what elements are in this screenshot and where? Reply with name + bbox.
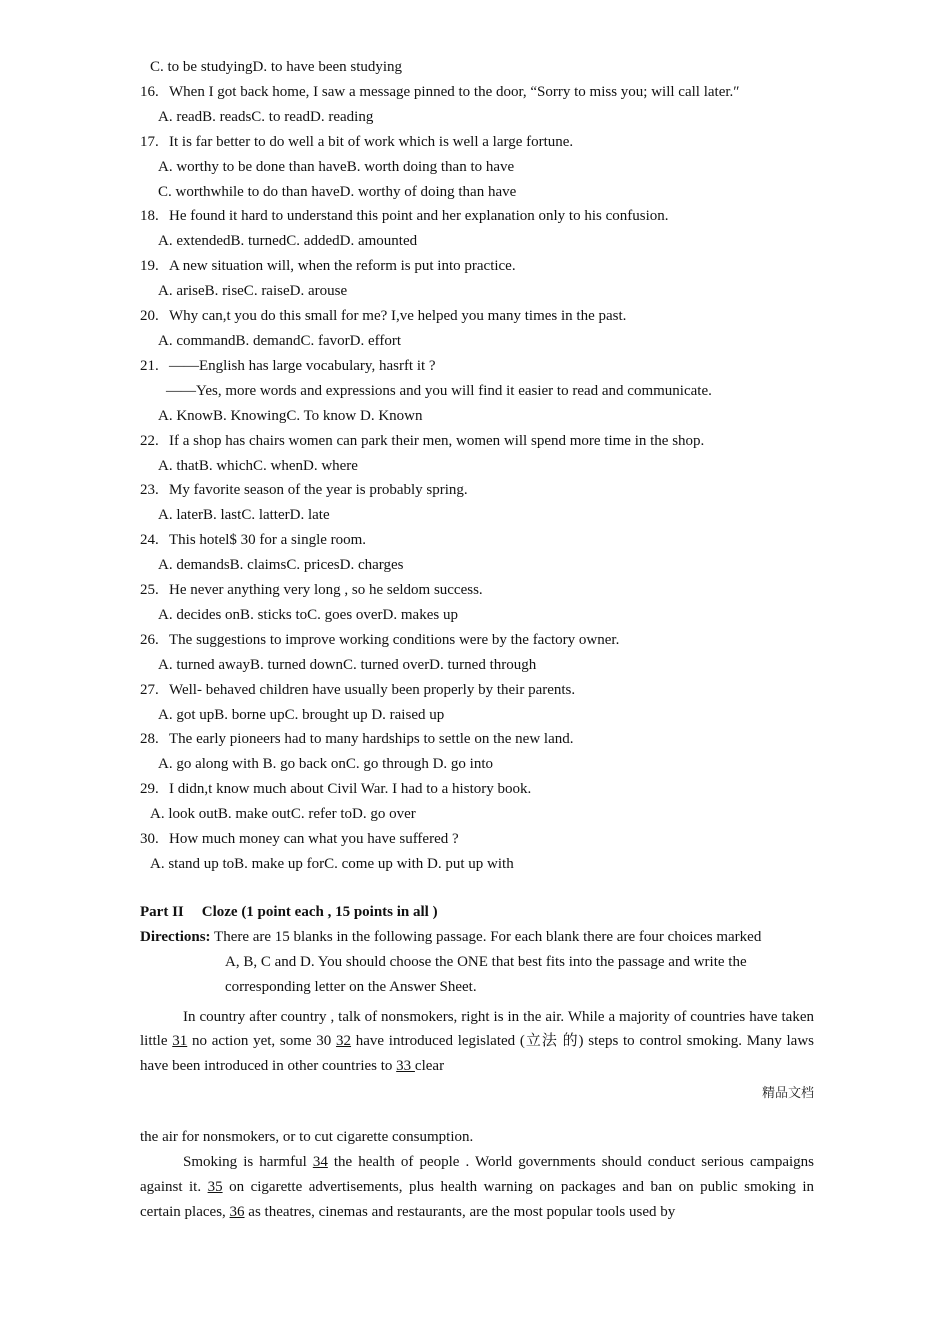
answer-options: A. commandB. demandC. favorD. effort [158, 332, 401, 349]
answer-options: A. stand up toB. make up forC. come up with D. put up with [150, 856, 514, 872]
question-text: Well- behaved children have usually been properly by their parents. [169, 681, 576, 698]
part2-subtitle: Cloze (1 point each , 15 points in all ) [201, 903, 438, 920]
question-stem [140, 478, 814, 503]
question-number: 21. [140, 357, 159, 374]
question-number: 16. [140, 83, 159, 100]
blank-31: 31 [172, 1033, 188, 1050]
directions-line3: corresponding letter on the Answer Sheet. [225, 978, 477, 995]
passage-text: In country after country , talk of nonsmokers, right is in the air. While a majority of countries have taken little [140, 1008, 814, 1050]
question-stem [140, 80, 814, 105]
dialogue-reply: ——Yes, more words and expressions and you will find it easier to read and communicate. [166, 382, 712, 399]
question-text: A new situation will, when the reform is put into practice. [169, 258, 516, 275]
question-stem [140, 354, 814, 379]
question-number: 23. [140, 482, 159, 499]
answer-options: C. worthwhile to do than haveD. worthy of doing than have [158, 183, 517, 200]
question-text: When I got back home, I saw a message pinned to the door, “Sorry to miss you; will call later.″ [169, 83, 740, 100]
passage-text: Smoking is harmful [183, 1153, 313, 1170]
part2-title: Part II [140, 903, 184, 920]
answer-options: A. laterB. lastC. latterD. late [158, 507, 330, 524]
blank-33: 33 [396, 1058, 415, 1075]
answer-options: A. readB. readsC. to readD. reading [158, 108, 374, 125]
passage-text: clear [414, 1058, 445, 1075]
question-number: 30. [140, 831, 159, 848]
question-number: 29. [140, 781, 159, 798]
answer-options: A. ariseB. riseC. raiseD. arouse [158, 283, 348, 300]
answer-options: A. worthy to be done than haveB. worth doing than to have [158, 158, 515, 175]
question-stem [140, 204, 814, 229]
question-stem [140, 827, 814, 852]
passage-text: as theatres, cinemas and restaurants, are the most popular tools used by [244, 1203, 676, 1220]
passage-text: have introduced legislated (立法 的) steps to control smoking. Many laws have been introduced in other countries to [140, 1033, 815, 1075]
answer-options: A. demandsB. claimsC. pricesD. charges [158, 557, 404, 574]
question-number: 25. [140, 582, 159, 599]
question-text: The suggestions to improve working conditions were by the factory owner. [169, 631, 620, 648]
page-footer-note: 精品文档 [761, 1086, 814, 1101]
page-one [140, 55, 814, 1079]
question-number: 24. [140, 532, 159, 549]
question-number: 22. [140, 432, 159, 449]
answer-options: A. turned awayB. turned downC. turned overD. turned through [158, 656, 537, 673]
question-text: Why can,t you do this small for me? I,ve helped you many times in the past. [169, 308, 627, 325]
q15-options-tail: C. to be studyingD. to have been studying [150, 59, 403, 75]
page-two [140, 1125, 814, 1225]
question-text: I didn,t know much about Civil War. I had to a history book. [169, 781, 532, 798]
answer-options: A. decides onB. sticks toC. goes overD. makes up [158, 606, 458, 623]
question-stem [140, 130, 814, 155]
question-number: 20. [140, 308, 159, 325]
blank-34: 34 [312, 1153, 328, 1170]
passage-paragraph-2 [140, 1150, 814, 1225]
answer-options: A. thatB. whichC. whenD. where [158, 457, 358, 474]
question-list [140, 80, 814, 877]
question-stem [140, 727, 814, 752]
question-stem [140, 429, 814, 454]
question-number: 26. [140, 631, 159, 648]
question-stem [140, 304, 814, 329]
question-number: 28. [140, 731, 159, 748]
question-number: 18. [140, 208, 159, 225]
question-text: It is far better to do well a bit of work which is well a large fortune. [169, 133, 574, 150]
answer-options: A. KnowB. KnowingC. To know D. Known [158, 407, 423, 424]
question-stem [140, 528, 814, 553]
passage-text: on cigarette advertisements, plus health warning on packages and ban on public smoking in certain places, [140, 1178, 814, 1220]
answer-options: A. go along with B. go back onC. go through D. go into [158, 756, 493, 773]
question-text: This hotel$ 30 for a single room. [169, 532, 367, 549]
answer-options: A. got upB. borne upC. brought up D. raised up [158, 706, 445, 723]
question-text: My favorite season of the year is probably spring. [169, 482, 468, 499]
passage-paragraph-1 [140, 1005, 814, 1080]
question-stem [140, 628, 814, 653]
blank-35: 35 [207, 1178, 223, 1195]
question-number: 19. [140, 258, 159, 275]
question-text: How much money can what you have suffered ? [169, 831, 459, 848]
blank-36: 36 [229, 1203, 245, 1220]
question-stem [140, 678, 814, 703]
directions-label: Directions: [140, 928, 211, 945]
passage-text: the health of people . World governments should conduct serious campaigns against it. [140, 1153, 814, 1195]
question-number: 17. [140, 133, 159, 150]
passage-paragraph-1-continued: the air for nonsmokers, or to cut cigarette consumption. [140, 1129, 474, 1145]
question-text: The early pioneers had to many hardships to settle on the new land. [169, 731, 574, 748]
passage-text: no action yet, some 30 [187, 1033, 337, 1050]
answer-options: A. look outB. make outC. refer toD. go over [150, 806, 416, 823]
question-stem [140, 578, 814, 603]
directions-line1: There are 15 blanks in the following passage. For each blank there are four choices marked [210, 928, 762, 945]
question-stem [140, 254, 814, 279]
blank-32: 32 [336, 1033, 352, 1050]
answer-options: A. extendedB. turnedC. addedD. amounted [158, 233, 418, 250]
question-text: He never anything very long , so he seldom success. [169, 582, 483, 599]
directions [140, 925, 814, 1000]
question-stem [140, 777, 814, 802]
question-text: If a shop has chairs women can park their men, women will spend more time in the shop. [169, 432, 705, 449]
question-number: 27. [140, 681, 159, 698]
directions-line2: A, B, C and D. You should choose the ONE that best fits into the passage and write the [225, 953, 747, 970]
question-text: He found it hard to understand this point and her explanation only to his confusion. [169, 208, 669, 225]
part2-heading [140, 900, 814, 925]
question-text: ——English has large vocabulary, hasrft it ? [169, 357, 436, 374]
